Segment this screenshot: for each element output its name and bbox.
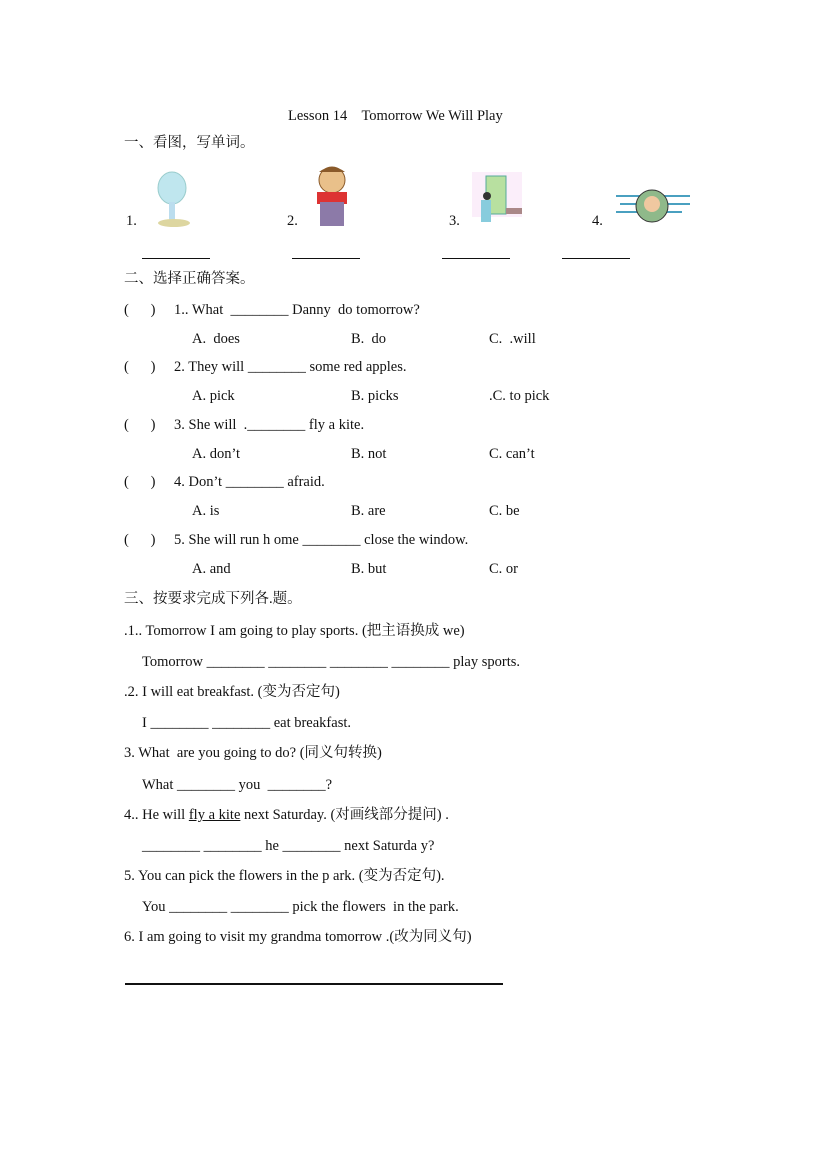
task-1-answer-line[interactable]: Tomorrow ________ ________ ________ ________ play sports. — [142, 654, 520, 670]
task-3-prompt: 3. What are you going to do? (同义句转换) — [124, 745, 382, 761]
answer-blank-3[interactable] — [442, 258, 510, 259]
answer-paren[interactable]: ( ) — [124, 532, 156, 548]
task-1-prompt: .1.. Tomorrow I am going to play sports. (把主语换成 we) — [124, 623, 465, 639]
option-b[interactable]: B. not — [351, 446, 387, 462]
task-4-answer-line[interactable]: ________ ________ he ________ next Saturda y? — [142, 838, 435, 854]
option-b[interactable]: B. but — [351, 561, 387, 577]
picture-label-3: 3. — [449, 213, 460, 229]
answer-blank-4[interactable] — [562, 258, 630, 259]
question-text: 3. She will .________ fly a kite. — [174, 417, 365, 433]
swimming-boy-picture-icon — [612, 168, 694, 228]
task-5-prompt: 5. You can pick the flowers in the p ark. (变为否定句). — [124, 868, 445, 884]
task-2-answer-line[interactable]: I ________ ________ eat breakfast. — [142, 715, 351, 731]
question-text: 5. She will run h ome ________ close the window. — [174, 532, 469, 548]
option-a[interactable]: A. and — [192, 561, 231, 577]
answer-blank-2[interactable] — [292, 258, 360, 259]
picture-label-2: 2. — [287, 213, 298, 229]
task-5-answer-line[interactable]: You ________ ________ pick the flowers in the park. — [142, 899, 459, 915]
answer-blank-1[interactable] — [142, 258, 210, 259]
answer-paren[interactable]: ( ) — [124, 474, 156, 490]
task-6-prompt: 6. I am going to visit my grandma tomorrow .(改为同义句) — [124, 929, 472, 945]
option-c[interactable]: .C. to pick — [489, 388, 550, 404]
option-c[interactable]: C. or — [489, 561, 518, 577]
option-a[interactable]: A. don’t — [192, 446, 241, 462]
option-b[interactable]: B. picks — [351, 388, 399, 404]
option-c[interactable]: C. be — [489, 503, 520, 519]
option-b[interactable]: B. do — [351, 331, 387, 347]
option-a[interactable]: A. does — [192, 331, 240, 347]
section2-heading: 二、选择正确答案。 — [124, 271, 255, 287]
picture-label-4: 4. — [592, 213, 603, 229]
option-b[interactable]: B. are — [351, 503, 386, 519]
prompt-text: next Saturday. (对画线部分提问) . — [240, 807, 449, 823]
underlined-phrase: fly a kite — [188, 807, 241, 823]
page-title: Lesson 14 Tomorrow We Will Play — [288, 108, 503, 124]
section3-heading: 三、按要求完成下列各.题。 — [124, 591, 302, 607]
task-2-prompt: .2. I will eat breakfast. (变为否定句) — [124, 684, 340, 700]
fan-picture-icon — [148, 168, 198, 230]
option-a[interactable]: A. pick — [192, 388, 235, 404]
prompt-text: 4.. He will — [124, 807, 189, 823]
answer-paren[interactable]: ( ) — [124, 359, 156, 375]
option-c[interactable]: C. .will — [489, 331, 536, 347]
picture-label-1: 1. — [126, 213, 137, 229]
answer-paren[interactable]: ( ) — [124, 417, 156, 433]
boy-closing-door-picture-icon — [472, 172, 522, 224]
option-a[interactable]: A. is — [192, 503, 220, 519]
question-text: 1.. What ________ Danny do tomorrow? — [174, 302, 420, 318]
answer-paren[interactable]: ( ) — [124, 302, 156, 318]
angry-boy-picture-icon — [305, 162, 360, 230]
task-3-answer-line[interactable]: What ________ you ________? — [142, 777, 333, 793]
section1-heading: 一、看图，写单词。 — [124, 135, 255, 151]
question-text: 4. Don’t ________ afraid. — [174, 474, 325, 490]
question-text: 2. They will ________ some red apples. — [174, 359, 407, 375]
option-c[interactable]: C. can’t — [489, 446, 535, 462]
task-4-prompt — [124, 806, 449, 824]
task-6-answer-line[interactable] — [125, 983, 503, 985]
